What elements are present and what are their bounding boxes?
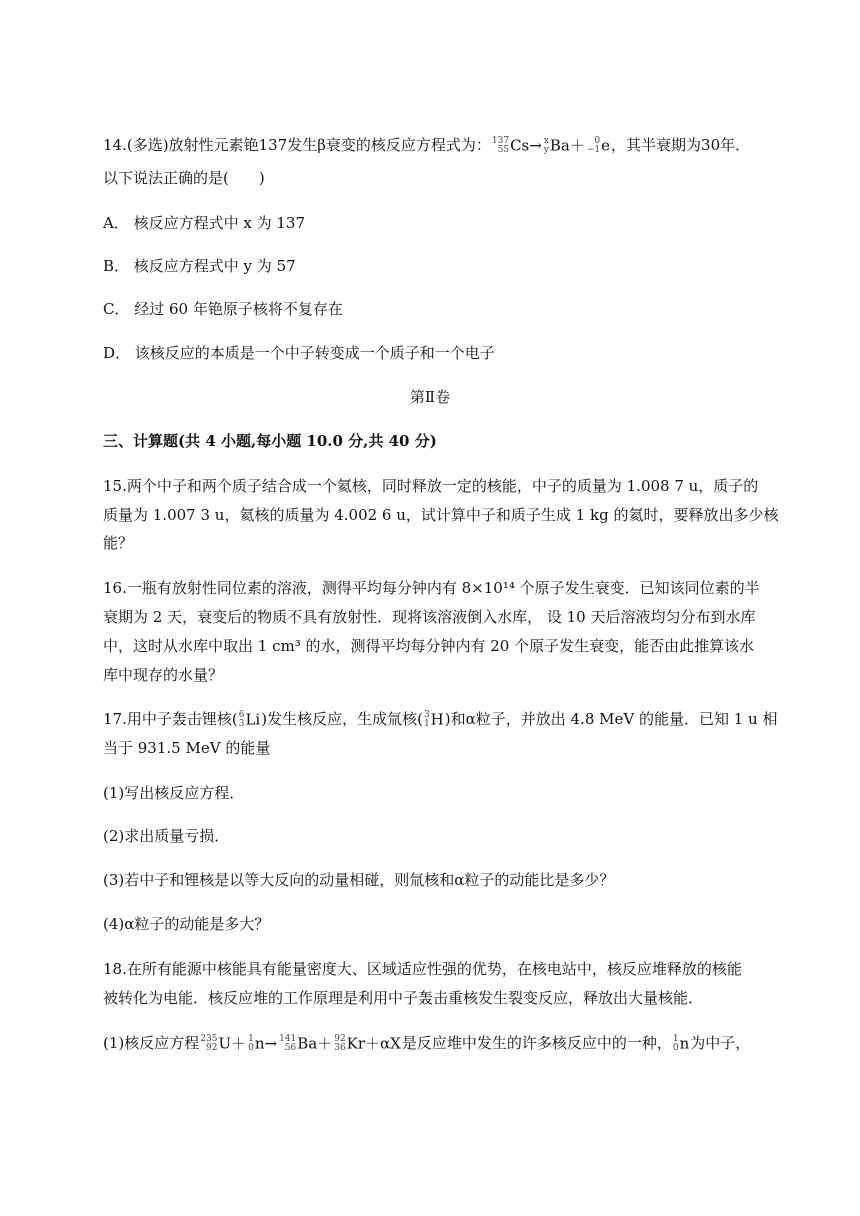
li6-nuclide: 6 3 Li (238, 710, 261, 729)
q15-line2: 质量为 1.007 3 u，氦核的质量为 4.002 6 u，试计算中子和质子生成 1 kg 的氦时，要释放出多少核 (103, 506, 779, 524)
cs137-nuclide: 137 55 Cs→ (491, 136, 542, 155)
q14-half-life-text: ，其半衰期为30年． (611, 136, 751, 154)
q17-line2: 当于 931.5 MeV 的能量 (103, 739, 271, 757)
q14-option-c: C． 经过 60 年铯原子核将不复存在 (103, 300, 343, 318)
q14-option-b: B． 核反应方程式中 y 为 57 (103, 257, 296, 275)
q16-line1: 16.一瓶有放射性同位素的溶液，测得平均每分钟内有 8×10¹⁴ 个原子发生衰变．已知该同位素的半 (103, 579, 760, 597)
electron-nuclide: 0 −1 e (586, 136, 611, 155)
ba-nuclide: x y Ba＋ (543, 136, 585, 155)
q18-line1: 18.在所有能源中核能具有能量密度大、区域适应性强的优势，在核电站中，核反应堆释放的核能 (103, 960, 742, 978)
section3-heading: 三、计算题(共 4 小题,每小题 10.0 分,共 40 分) (103, 432, 437, 450)
ba141-nuclide: 141 56 Ba＋ (279, 1034, 333, 1053)
q17-line1: 17.用中子轰击锂核( 6 3 Li)发生核反应，生成氚核( 3 1 H)和α粒子，并放出 4.8 MeV 的能量．已知 1 u 相 (103, 710, 778, 729)
q17-sub2: (2)求出质量亏损． (103, 827, 230, 845)
neutron-nuclide: 1 0 n→ (248, 1034, 278, 1053)
neutron-nuclide-2: 1 0 n (672, 1034, 690, 1053)
q18-line2: 被转化为电能．核反应堆的工作原理是利用中子轰击重核发生裂变反应，释放出大量核能． (103, 989, 704, 1007)
q14-stem-line1 (103, 135, 750, 155)
q14-stem-text: 14.(多选)放射性元素铯137发生β衰变的核反应方程式为： (103, 136, 491, 154)
q17-sub1: (1)写出核反应方程． (103, 784, 245, 802)
q15-line3: 能？ (103, 534, 134, 552)
h3-nuclide: 3 1 H (423, 710, 444, 729)
kr92-nuclide: 92 36 Kr＋αX (334, 1034, 401, 1053)
q17-sub3: (3)若中子和锂核是以等大反向的动量相碰，则氚核和α粒子的动能比是多少？ (103, 871, 615, 889)
q14-option-d: D． 该核反应的本质是一个中子转变成一个质子和一个电子 (103, 344, 495, 362)
q16-line2: 衰期为 2 天，衰变后的物质不具有放射性．现将该溶液倒入水库， 设 10 天后溶液均匀分布到水库 (103, 608, 756, 626)
q16-line4: 库中现存的水量？ (103, 666, 224, 684)
q14-stem-line2: 以下说法正确的是( ) (103, 169, 265, 187)
q16-line3: 中，这时从水库中取出 1 cm³ 的水，测得平均每分钟内有 20 个原子发生衰变，能否由此推算该水 (103, 637, 755, 655)
q14-option-a: A． 核反应方程式中 x 为 137 (103, 214, 305, 232)
u235-nuclide: 235 92 U＋ (200, 1034, 247, 1053)
q18-line3: (1)核反应方程 235 92 U＋ 1 0 n→ 141 56 Ba＋ 92 36 Kr＋αX是反应堆中发生的许多核反应中的一种， 1 0 n为中子， (103, 1034, 751, 1053)
q15-line1: 15.两个中子和两个质子结合成一个氦核，同时释放一定的核能，中子的质量为 1.008 7 u，质子的 (103, 477, 759, 495)
part2-title: 第Ⅱ卷 (409, 388, 451, 406)
q17-sub4: (4)α粒子的动能是多大？ (103, 915, 270, 933)
